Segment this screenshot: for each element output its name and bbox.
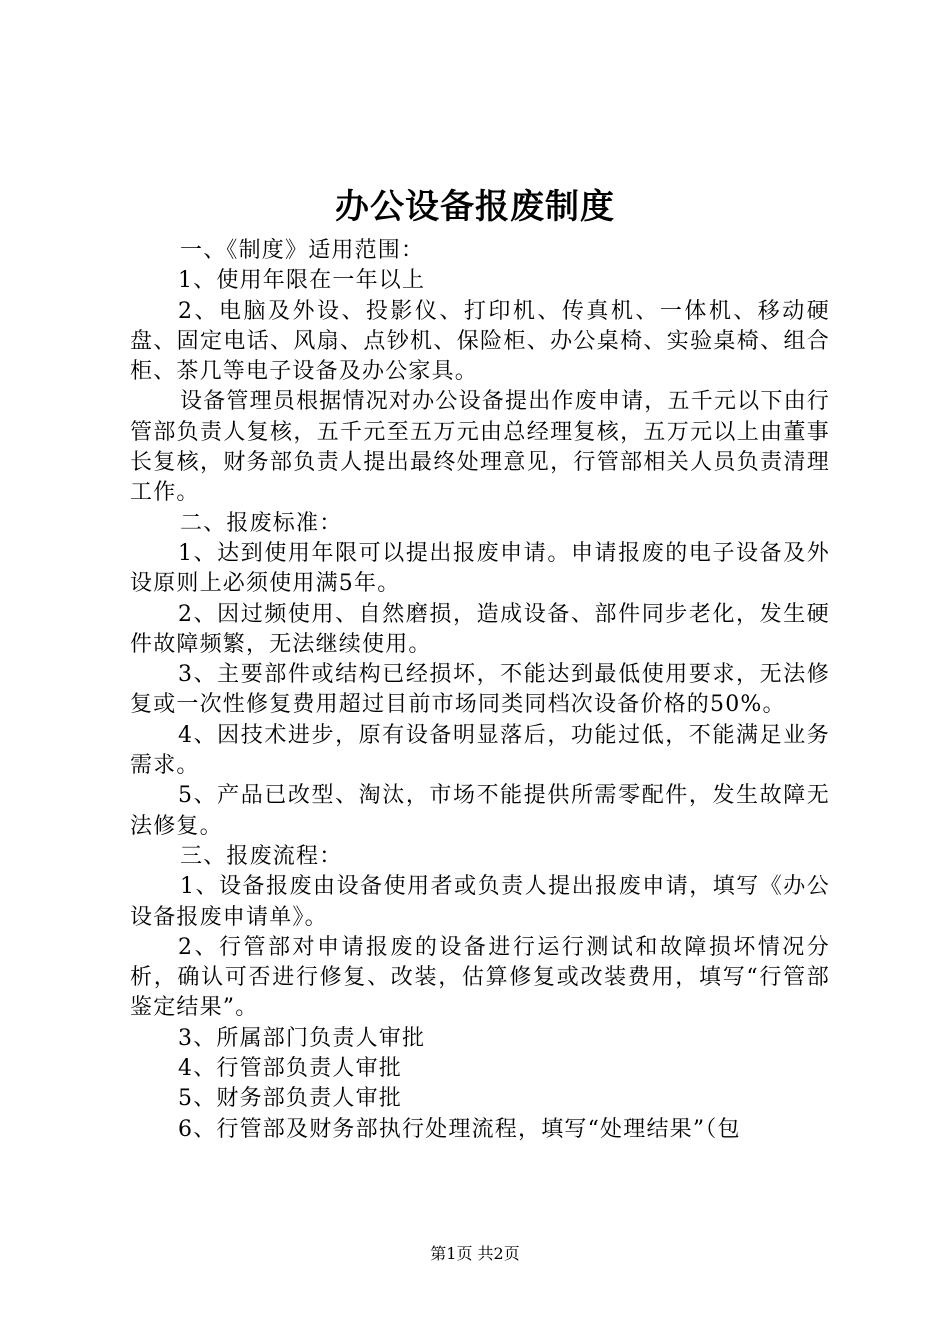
list-item: 3、主要部件或结构已经损坏，不能达到最低使用要求，无法修复或一次性修复费用超过目前市场同类同档次设备价格的50%。 (130, 662, 830, 718)
page-footer: 第1页 共2页 (430, 1244, 520, 1263)
list-item: 3、所属部门负责人审批 (178, 1025, 426, 1051)
list-item: 4、因技术进步，原有设备明显落后，功能过低，不能满足业务需求。 (130, 722, 830, 779)
section-heading-scope: 一、《制度》适用范围： (180, 238, 425, 263)
list-item: 2、因过频使用、自然磨损，造成设备、部件同步老化，发生硬件故障频繁，无法继续使用。 (130, 601, 830, 657)
list-item: 2、电脑及外设、投影仪、打印机、传真机、一体机、移动硬盘、固定电话、风扇、点钞机、保险柜、办公桌椅、实验桌椅、组合柜、茶几等电子设备及办公家具。 (130, 298, 830, 385)
paragraph: 设备管理员根据情况对办公设备提出作废申请，五千元以下由行管部负责人复核，五千元至五万元由总经理复核，五万元以上由董事长复核，财务部负责人提出最终处理意见，行管部相关人员负责清理工作。 (130, 389, 830, 506)
list-item: 1、达到使用年限可以提出报废申请。申请报废的电子设备及外设原则上必须使用满5年。 (130, 540, 830, 597)
list-item: 4、行管部负责人审批 (178, 1056, 402, 1082)
list-item: 2、行管部对申请报废的设备进行运行测试和故障损坏情况分析，确认可否进行修复、改装，估算修复或改装费用，填写“行管部鉴定结果”。 (130, 934, 830, 1021)
document-body (130, 236, 830, 1145)
list-item: 5、产品已改型、淘汰，市场不能提供所需零配件，发生故障无法修复。 (130, 783, 830, 839)
section-heading-process: 三、报废流程： (180, 843, 343, 869)
list-item: 6、行管部及财务部执行处理流程，填写“处理结果”（包 (178, 1116, 741, 1142)
document-title: 办公设备报废制度 (335, 187, 615, 227)
list-item: 1、使用年限在一年以上 (178, 268, 426, 294)
list-item: 5、财务部负责人审批 (178, 1086, 402, 1112)
section-heading-standards: 二、报废标准： (180, 510, 343, 536)
list-item: 1、设备报废由设备使用者或负责人提出报废申请，填写《办公设备报废申请单》。 (130, 874, 830, 930)
